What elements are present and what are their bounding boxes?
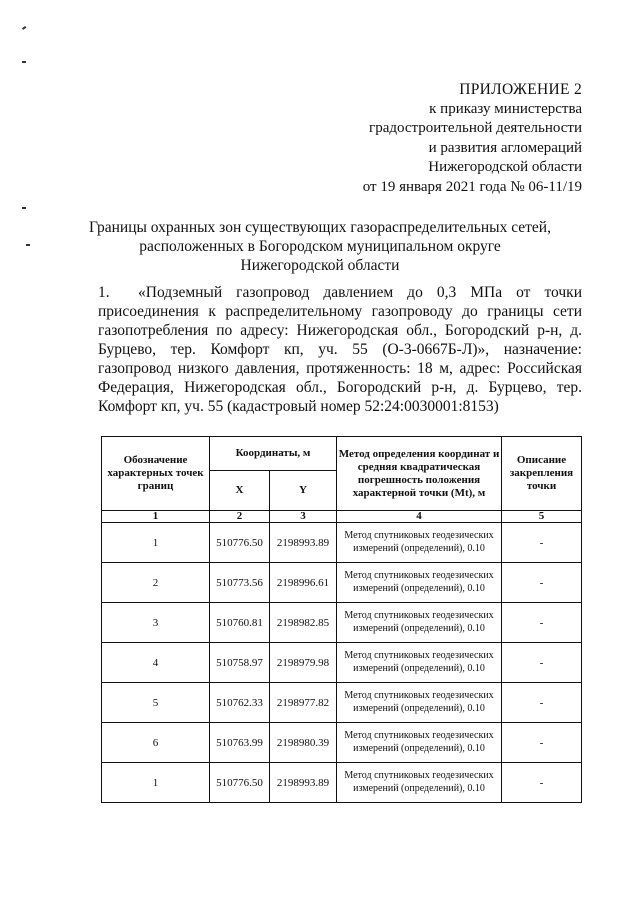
annex-block — [262, 80, 582, 197]
coordinates-table — [101, 436, 582, 803]
annex-line: градостроительной деятельности — [369, 120, 582, 136]
column-number: 4 — [337, 511, 502, 523]
column-number: 3 — [270, 511, 337, 523]
cell-description: - — [502, 523, 582, 563]
cell-description: - — [502, 643, 582, 683]
item-paragraph — [98, 283, 582, 416]
cell-y: 2198996.61 — [270, 563, 337, 603]
cell-description: - — [502, 683, 582, 723]
cell-y: 2198982.85 — [270, 603, 337, 643]
cell-y: 2198977.82 — [270, 683, 337, 723]
table-row — [102, 523, 582, 563]
column-number: 2 — [210, 511, 270, 523]
table-row — [102, 723, 582, 763]
document-title-line: Нижегородской области — [240, 257, 400, 274]
cell-y: 2198993.89 — [270, 763, 337, 803]
cell-description: - — [502, 763, 582, 803]
cell-x: 510776.50 — [210, 763, 270, 803]
annex-date-line: от 19 января 2021 года № 06-11/19 — [362, 178, 582, 195]
scan-mark — [22, 26, 26, 30]
annex-line: к приказу министерства — [429, 100, 582, 117]
annex-line: и развития агломераций — [428, 139, 582, 156]
header-description: Описание закрепления точки — [502, 437, 582, 511]
document-title — [60, 218, 580, 275]
cell-method: Метод спутниковых геодезических измерений (определений), 0.10 — [337, 523, 502, 563]
cell-x: 510763.99 — [210, 723, 270, 763]
cell-description: - — [502, 563, 582, 603]
cell-description: - — [502, 723, 582, 763]
scan-mark — [26, 244, 30, 246]
cell-description: - — [502, 603, 582, 643]
table-row — [102, 563, 582, 603]
header-y: Y — [270, 471, 337, 511]
cell-point: 1 — [102, 523, 210, 563]
cell-y: 2198993.89 — [270, 523, 337, 563]
header-method: Метод определения координат и средняя квадратическая погрешность положения характерной точки (Mt), м — [337, 437, 502, 511]
cell-x: 510773.56 — [210, 563, 270, 603]
cell-y: 2198979.98 — [270, 643, 337, 683]
header-coordinates: Координаты, м — [210, 437, 337, 471]
annex-title: ПРИЛОЖЕНИЕ 2 — [459, 81, 582, 98]
cell-method: Метод спутниковых геодезических измерений (определений), 0.10 — [337, 563, 502, 603]
table-row — [102, 763, 582, 803]
header-x: X — [210, 471, 270, 511]
annex-line: Нижегородской области — [428, 159, 582, 175]
cell-y: 2198980.39 — [270, 723, 337, 763]
table-row — [102, 603, 582, 643]
item-number: 1. — [98, 284, 110, 301]
cell-method: Метод спутниковых геодезических измерений (определений), 0.10 — [337, 763, 502, 803]
cell-point: 5 — [102, 683, 210, 723]
cell-method: Метод спутниковых геодезических измерений (определений), 0.10 — [337, 683, 502, 723]
cell-x: 510762.33 — [210, 683, 270, 723]
cell-point: 3 — [102, 603, 210, 643]
cell-x: 510758.97 — [210, 643, 270, 683]
scan-mark — [22, 207, 26, 209]
scan-mark — [22, 61, 26, 63]
cell-point: 6 — [102, 723, 210, 763]
cell-point: 2 — [102, 563, 210, 603]
cell-method: Метод спутниковых геодезических измерений (определений), 0.10 — [337, 643, 502, 683]
column-number: 5 — [502, 511, 582, 523]
document-title-line: расположенных в Богородском муниципальном округе — [139, 238, 501, 255]
cell-method: Метод спутниковых геодезических измерений (определений), 0.10 — [337, 723, 502, 763]
column-number-row — [102, 511, 582, 523]
cell-method: Метод спутниковых геодезических измерений (определений), 0.10 — [337, 603, 502, 643]
header-designation: Обозначение характерных точек границ — [102, 437, 210, 511]
cell-point: 4 — [102, 643, 210, 683]
column-number: 1 — [102, 511, 210, 523]
table-row — [102, 683, 582, 723]
item-text: «Подземный газопровод давлением до 0,3 МПа от точки присоединения к распределительному газопроводу до границы сети газопотребления по адресу: Нижегородская обл., Богородский р-н, д. Бурцево, тер. Комфорт кп, уч. 55 (О-3-0667Б-Л)», назначение: газопровод низкого давления, протяженность: 18 м, адрес: Российская Федерация, Нижегородская обл., Богородский р-н, д. Бурцево, тер. Комфорт кп, уч. 55 (кадастровый номер 52:24:0030001:8153) — [98, 284, 582, 415]
table-row — [102, 643, 582, 683]
document-title-line: Границы охранных зон существующих газораспределительных сетей, — [89, 219, 551, 236]
cell-point: 1 — [102, 763, 210, 803]
cell-x: 510760.81 — [210, 603, 270, 643]
cell-x: 510776.50 — [210, 523, 270, 563]
